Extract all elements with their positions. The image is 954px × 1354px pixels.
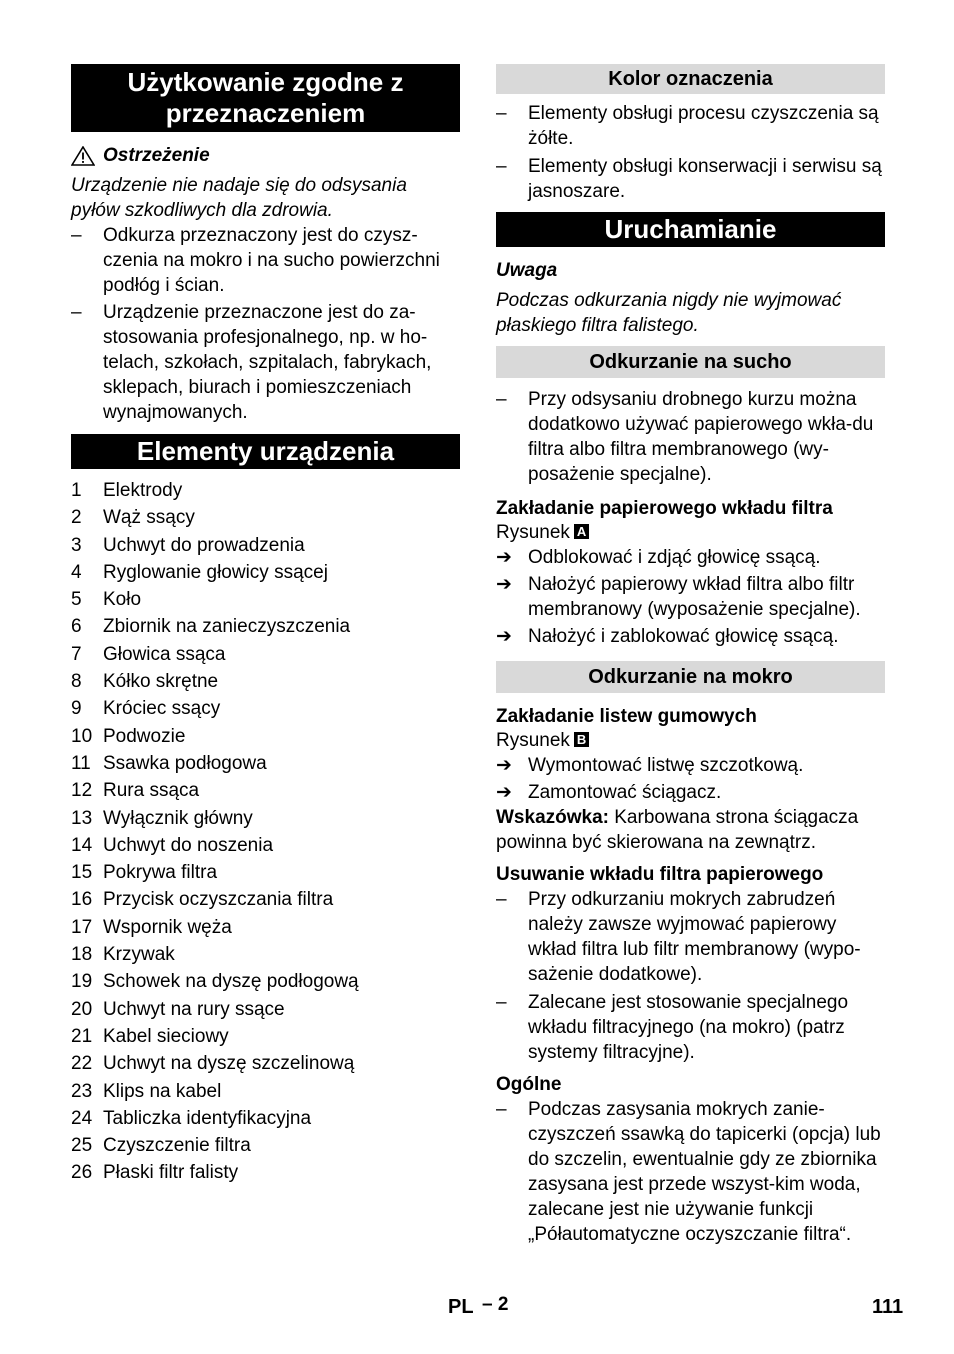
element-number: 16: [71, 889, 93, 911]
element-item: [71, 477, 460, 504]
element-item: [71, 1078, 460, 1105]
usage-list: [71, 223, 460, 425]
warning-title-row: [71, 144, 460, 168]
heading-device-elements: Elementy urządzenia: [71, 434, 460, 469]
list-item-text: Odblokować i zdjąć głowicę ssącą.: [528, 547, 821, 568]
list-item-text: Elementy obsługi procesu czyszczenia są żółte.: [528, 103, 879, 149]
element-label: Przycisk oczyszczania filtra: [103, 889, 334, 911]
list-item-text: Elementy obsługi konserwacji i serwisu są jasnoszare.: [528, 156, 882, 202]
element-label: Podwozie: [103, 725, 186, 747]
color-coding-list: [496, 101, 885, 204]
figure-reference-a: [496, 521, 885, 545]
dash-marker: –: [71, 302, 82, 323]
list-item: [496, 154, 885, 204]
element-number: 13: [71, 807, 93, 829]
element-item: [71, 777, 460, 804]
element-label: Czyszczenie filtra: [103, 1135, 251, 1157]
element-item: [71, 1023, 460, 1050]
element-number: 12: [71, 780, 93, 802]
remove-filter-list: [496, 887, 885, 1065]
element-label: Zbiornik na zanieczyszczenia: [103, 616, 351, 638]
hint-paragraph: [496, 805, 885, 855]
element-label: Płaski filtr falisty: [103, 1162, 239, 1184]
list-item-text: Zalecane jest stosowanie specjalnego wkładu filtracyjnego (na mokro) (patrz systemy filtracyjne).: [528, 992, 849, 1063]
element-item: [71, 968, 460, 995]
footer-language: [448, 1296, 474, 1319]
right-column: [496, 64, 885, 1247]
footer-local-page: [482, 1294, 508, 1316]
arrow-icon: ➔: [496, 626, 512, 647]
element-label: Krzywak: [103, 944, 175, 966]
element-label: Ssawka podłogowa: [103, 752, 267, 774]
footer-page-local: – 2: [482, 1294, 509, 1315]
element-label: Schowek na dyszę podłogową: [103, 971, 359, 993]
element-label: Króciec ssący: [103, 698, 221, 720]
list-item: [496, 990, 885, 1065]
element-item: [71, 723, 460, 750]
element-number: 3: [71, 534, 82, 556]
element-label: Koło: [103, 589, 142, 611]
element-label: Rura ssąca: [103, 780, 200, 802]
element-number: 22: [71, 1053, 93, 1075]
list-item-text: Odkurza przeznaczony jest do czysz-czenia na mokro i na sucho powierzchni podłóg i ścian.: [103, 225, 440, 296]
list-item-text: Urządzenie przeznaczone jest do za-stosowania profesjonalnego, np. w ho-telach, szkołach, szpitalach, fabrykach, sklepach, biurach i pomieszczeniach wynajmowanych.: [103, 302, 432, 423]
element-item: [71, 805, 460, 832]
element-label: Ryglowanie głowicy ssącej: [103, 561, 328, 583]
arrow-icon: ➔: [496, 574, 512, 595]
figure-a-badge: A: [574, 524, 589, 539]
paper-filter-steps: [496, 545, 885, 649]
element-number: 18: [71, 944, 93, 966]
element-item: [71, 996, 460, 1023]
note-text: Podczas odkurzania nigdy nie wyjmować płaskiego filtra falistego.: [496, 290, 842, 336]
footer-lang: PL: [448, 1296, 474, 1318]
heading-intended-use: Użytkowanie zgodne z przeznaczeniem: [71, 64, 460, 132]
element-label: Wspornik węża: [103, 916, 232, 938]
dash-marker: –: [496, 889, 507, 910]
element-number: 20: [71, 998, 93, 1020]
element-label: Wyłącznik główny: [103, 807, 253, 829]
list-item: [496, 887, 885, 987]
element-number: 24: [71, 1107, 93, 1129]
heading-color-coding: Kolor oznaczenia: [496, 64, 885, 94]
list-item-text: Podczas zasysania mokrych zanie-czyszczeń ssawką do tapicerki (opcja) lub do szczelin, ewentualnie gdy ze zbiornika zasysana jest przede wszyst-kim woda, zalecane jest nie używanie funkcji „Półautomatyczne oczyszczanie filtra“.: [528, 1099, 881, 1245]
element-number: 25: [71, 1135, 93, 1157]
subheading-rubber-strips: Zakładanie listew gumowych: [496, 706, 757, 727]
element-label: Głowica ssąca: [103, 643, 226, 665]
element-item: [71, 1050, 460, 1077]
list-item-text: Wymontować listwę szczotkową.: [528, 755, 804, 776]
list-item: [496, 572, 885, 622]
element-number: 17: [71, 916, 93, 938]
element-label: Kabel sieciowy: [103, 1025, 229, 1047]
list-item: [496, 624, 885, 649]
dash-marker: –: [496, 389, 507, 410]
element-item: [71, 532, 460, 559]
element-number: 21: [71, 1025, 93, 1047]
element-number: 19: [71, 971, 93, 993]
element-item: [71, 504, 460, 531]
element-item: [71, 668, 460, 695]
element-number: 2: [71, 507, 82, 529]
element-item: [71, 941, 460, 968]
note-title: Uwaga: [496, 260, 558, 281]
list-item: [496, 545, 885, 570]
element-item: [71, 886, 460, 913]
dry-vacuuming-list: [496, 387, 885, 487]
arrow-icon: ➔: [496, 755, 512, 776]
element-number: 6: [71, 616, 82, 638]
list-item-text: Nałożyć i zablokować głowicę ssącą.: [528, 626, 839, 647]
element-number: 11: [71, 752, 91, 774]
element-label: Elektrody: [103, 480, 183, 501]
list-item: [496, 780, 885, 805]
list-item: [71, 300, 460, 425]
list-item: [496, 387, 885, 487]
subheading-general: Ogólne: [496, 1074, 562, 1095]
figure-label: Rysunek: [496, 730, 570, 751]
dash-marker: –: [496, 103, 507, 124]
element-number: 5: [71, 589, 82, 611]
arrow-icon: ➔: [496, 782, 512, 803]
heading-start-up: Uruchamianie: [496, 212, 885, 247]
element-number: 15: [71, 862, 93, 884]
subheading-paper-filter: Zakładanie papierowego wkładu filtra: [496, 498, 833, 519]
warning-text: Urządzenie nie nadaje się do odsysania pyłów szkodliwych dla zdrowia.: [71, 175, 407, 221]
figure-b-badge: B: [574, 732, 589, 747]
arrow-icon: ➔: [496, 547, 512, 568]
heading-wet-vacuuming: Odkurzanie na mokro: [496, 661, 885, 693]
heading-dry-vacuuming: Odkurzanie na sucho: [496, 346, 885, 378]
page-number: 111: [872, 1296, 904, 1318]
rubber-strip-steps: [496, 753, 885, 805]
dash-marker: –: [496, 992, 507, 1013]
element-number: 7: [71, 643, 82, 665]
elements-list: [71, 477, 460, 1187]
element-item: [71, 613, 460, 640]
list-item: [496, 1097, 885, 1247]
element-number: 9: [71, 698, 82, 720]
figure-reference-b: [496, 729, 885, 753]
element-item: [71, 1159, 460, 1186]
element-item: [71, 586, 460, 613]
element-label: Tabliczka identyfikacyjna: [103, 1107, 312, 1129]
element-item: [71, 750, 460, 777]
element-number: 10: [71, 725, 93, 747]
element-number: 8: [71, 671, 82, 693]
element-item: [71, 914, 460, 941]
subheading-remove-paper-filter: Usuwanie wkładu filtra papierowego: [496, 864, 824, 885]
element-number: 26: [71, 1162, 93, 1184]
general-list: [496, 1097, 885, 1247]
footer-page-number: [872, 1296, 903, 1319]
list-item-text: Zamontować ściągacz.: [528, 782, 722, 803]
hint-label: Wskazówka:: [496, 807, 609, 828]
dash-marker: –: [496, 156, 507, 177]
figure-label: Rysunek: [496, 522, 570, 543]
element-number: 4: [71, 561, 82, 583]
element-number: 23: [71, 1080, 93, 1102]
element-label: Pokrywa filtra: [103, 862, 218, 884]
element-item: [71, 832, 460, 859]
warning-triangle-icon: [71, 146, 95, 166]
element-label: Uchwyt na dyszę szczelinową: [103, 1053, 355, 1075]
list-item: [496, 101, 885, 151]
element-item: [71, 1132, 460, 1159]
warning-title: Ostrzeżenie: [103, 145, 210, 166]
element-label: Uchwyt do prowadzenia: [103, 534, 305, 556]
list-item: [496, 753, 885, 778]
list-item-text: Nałożyć papierowy wkład filtra albo filtr membranowy (wyposażenie specjalne).: [528, 574, 861, 620]
element-item: [71, 641, 460, 668]
element-label: Wąż ssący: [103, 507, 195, 529]
element-item: [71, 1105, 460, 1132]
element-item: [71, 859, 460, 886]
list-item-text: Przy odsysaniu drobnego kurzu można dodatkowo używać papierowego wkła-du filtra albo filtra membranowego (wy-posażenie specjalne).: [528, 389, 874, 485]
element-number: 14: [71, 834, 93, 856]
element-number: 1: [71, 480, 82, 501]
element-label: Uchwyt na rury ssące: [103, 998, 285, 1020]
list-item-text: Przy odkurzaniu mokrych zabrudzeń należy zawsze wyjmować papierowy wkład filtra lub filtr membranowy (wypo-sażenie dodatkowe).: [528, 889, 861, 985]
element-item: [71, 559, 460, 586]
element-label: Uchwyt do noszenia: [103, 834, 274, 856]
left-column: [71, 64, 460, 1187]
hint-text: Karbowana strona ściągacza powinna być skierowana na zewnątrz.: [496, 807, 859, 853]
dash-marker: –: [71, 225, 82, 246]
list-item: [71, 223, 460, 298]
element-label: Kółko skrętne: [103, 671, 219, 693]
dash-marker: –: [496, 1099, 507, 1120]
element-label: Klips na kabel: [103, 1080, 222, 1102]
element-item: [71, 695, 460, 722]
